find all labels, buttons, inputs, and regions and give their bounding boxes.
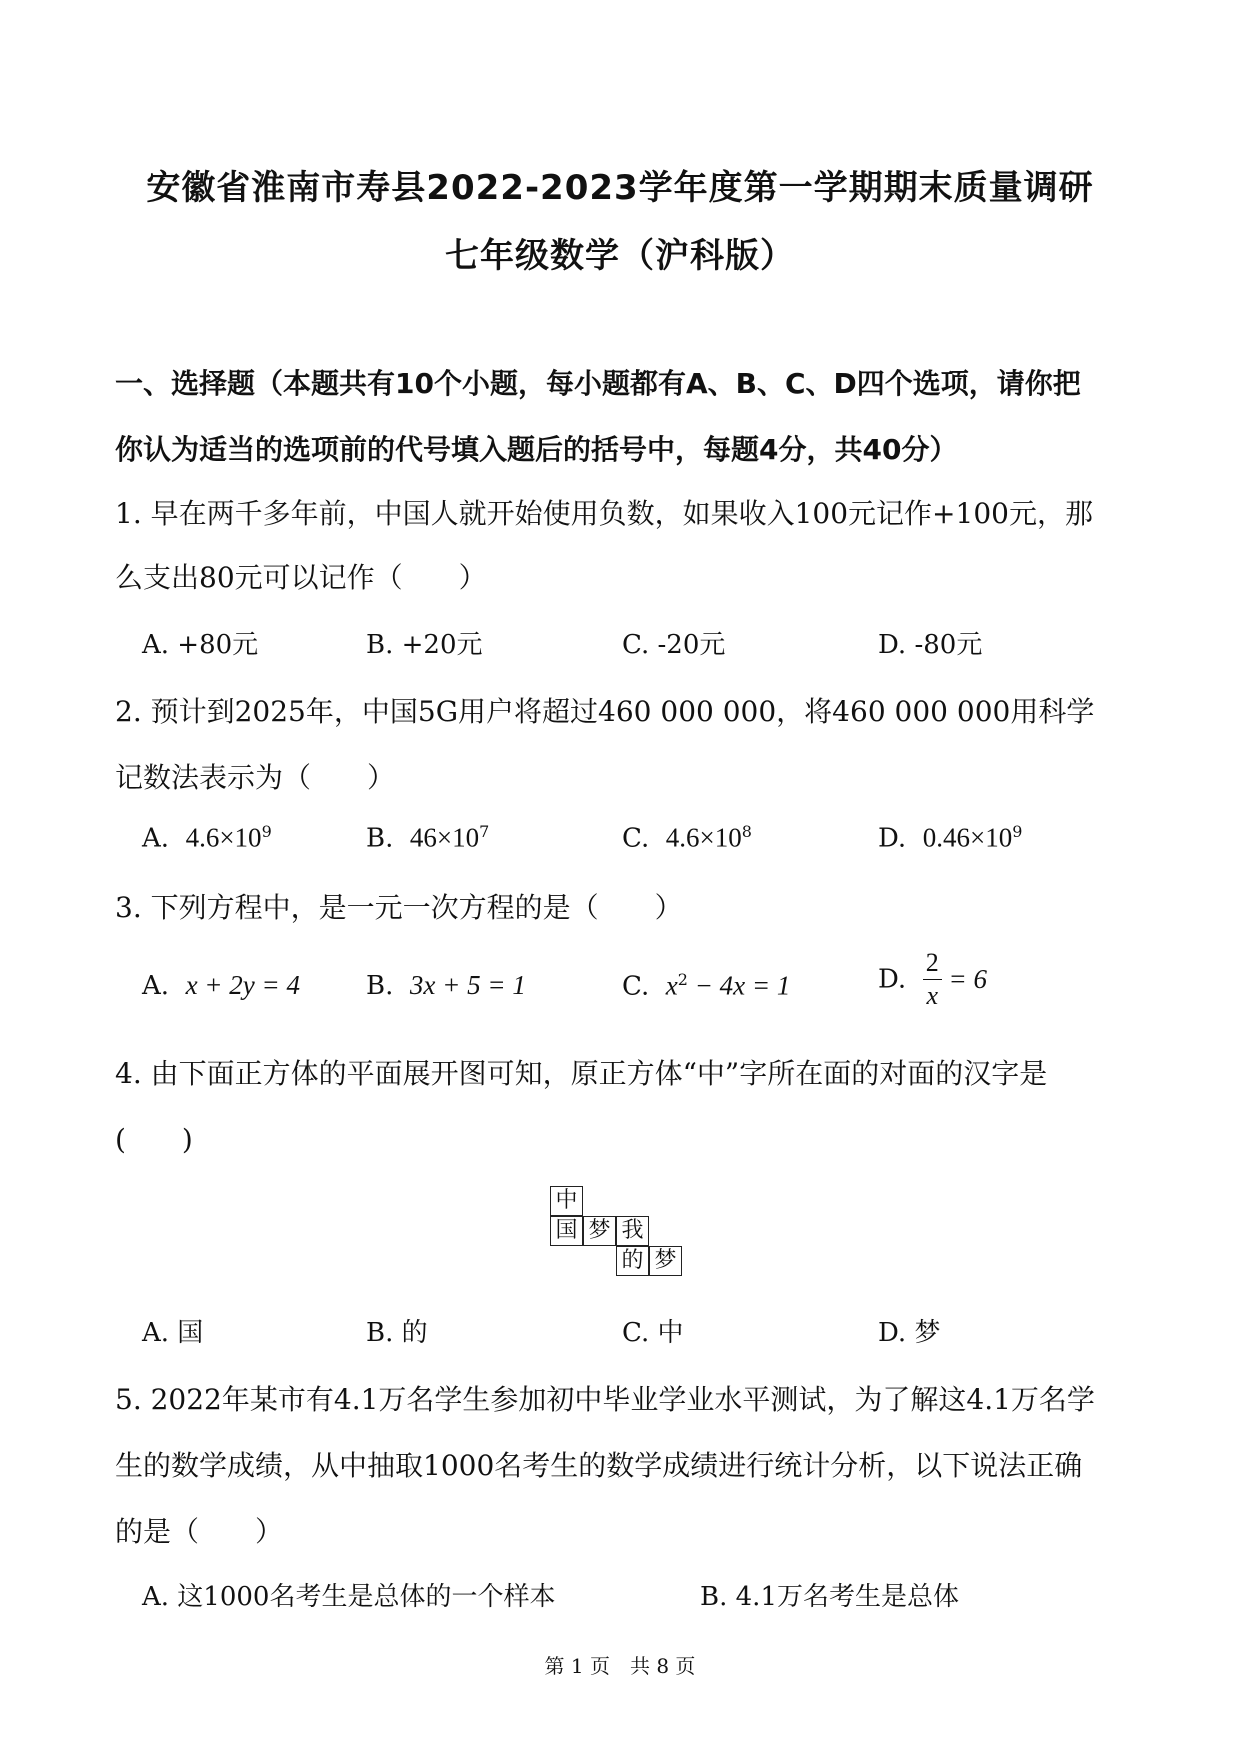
q1-option-b: B. +20元: [366, 630, 483, 660]
net-cell-meng-1: 梦: [583, 1216, 616, 1246]
q1-stem-line2: 么支出80元可以记作（ ）: [115, 561, 487, 594]
net-cell-zhong: 中: [550, 1186, 583, 1216]
q2-option-b-label: B.: [366, 823, 394, 854]
q4-option-b: B. 的: [366, 1318, 428, 1348]
q3-option-b-expr: 3x + 5 = 1: [409, 970, 526, 1000]
q5-stem-line1: 5. 2022年某市有4.1万名学生参加初中毕业学业水平测试，为了解这4.1万名学: [115, 1383, 1095, 1416]
page-title: 安徽省淮南市寿县2022-2023学年度第一学期期末质量调研: [146, 168, 1094, 208]
section-heading-line2: 你认为适当的选项前的代号填入题后的括号中，每题4分，共40分）: [115, 433, 958, 466]
q2-option-a-exp: 9: [261, 822, 272, 841]
q3-option-c-exp: 2: [677, 970, 688, 989]
q4-option-a: A. 国: [142, 1318, 204, 1348]
q1-option-c: C. -20元: [622, 630, 726, 660]
q3-option-d-numerator: 2: [923, 950, 942, 980]
q3-option-a: [142, 970, 300, 1001]
q4-stem-line2: ( ): [115, 1123, 193, 1156]
page-number: 第 1 页 共 8 页: [544, 1654, 696, 1678]
q2-option-b: [366, 822, 489, 854]
q1-stem-line1: 1. 早在两千多年前，中国人就开始使用负数，如果收入100元记作+100元，那: [115, 497, 1093, 530]
page-subtitle: 七年级数学（沪科版）: [445, 236, 795, 276]
q3-option-d-rest: = 6: [941, 964, 987, 994]
q3-option-d-fraction: [923, 950, 942, 1009]
net-cell-guo: 国: [550, 1216, 583, 1246]
q2-option-c-label: C.: [622, 823, 650, 854]
q3-option-d-label: D.: [878, 964, 907, 995]
q3-option-c: [622, 970, 790, 1002]
q3-option-b-label: B.: [366, 971, 394, 1001]
q3-option-a-expr: x + 2y = 4: [185, 970, 300, 1000]
q2-option-b-exp: 7: [479, 822, 490, 841]
q2-option-c-base: 4.6×10: [665, 822, 742, 853]
q3-option-c-label: C.: [622, 971, 650, 1002]
q3-option-d: [878, 950, 987, 1009]
q3-option-c-base: x: [665, 970, 678, 1001]
q2-option-c: [622, 822, 752, 854]
q2-option-a: [142, 822, 272, 854]
q2-option-c-exp: 8: [741, 822, 752, 841]
q4-stem-line1: 4. 由下面正方体的平面展开图可知，原正方体“中”字所在面的对面的汉字是: [115, 1057, 1048, 1090]
q1-option-a: A. +80元: [142, 630, 259, 660]
q3-option-a-label: A.: [142, 971, 170, 1001]
q2-option-b-base: 46×10: [409, 822, 480, 853]
q2-stem-line2: 记数法表示为（ ）: [115, 761, 396, 794]
q5-stem-line3: 的是（ ）: [115, 1515, 284, 1548]
q2-option-d: [878, 822, 1022, 854]
q2-option-d-label: D.: [878, 823, 907, 854]
net-cell-meng-2: 梦: [649, 1246, 682, 1276]
q2-option-a-label: A.: [142, 823, 170, 854]
q3-option-d-denominator: x: [926, 981, 938, 1010]
section-heading-line1: 一、选择题（本题共有10个小题，每小题都有A、B、C、D四个选项，请你把: [115, 367, 1081, 400]
q2-stem-line1: 2. 预计到2025年，中国5G用户将超过460 000 000，将460 000 000用科学: [115, 695, 1095, 728]
cube-net-diagram: [550, 1186, 690, 1282]
q3-stem-line1: 3. 下列方程中，是一元一次方程的是（ ）: [115, 891, 683, 924]
net-cell-wo: 我: [616, 1216, 649, 1246]
q2-option-d-base: 0.46×10: [922, 822, 1013, 853]
q3-option-b: [366, 970, 526, 1001]
q5-stem-line2: 生的数学成绩，从中抽取1000名考生的数学成绩进行统计分析，以下说法正确: [115, 1449, 1083, 1482]
net-cell-de: 的: [616, 1246, 649, 1276]
q3-option-c-rest: − 4x = 1: [687, 970, 791, 1001]
q5-option-a: A. 这1000名考生是总体的一个样本: [142, 1582, 556, 1612]
q4-option-d: D. 梦: [878, 1318, 941, 1348]
q4-option-c: C. 中: [622, 1318, 684, 1348]
q2-option-a-base: 4.6×10: [185, 822, 262, 853]
q2-option-d-exp: 9: [1012, 822, 1023, 841]
q1-option-d: D. -80元: [878, 630, 983, 660]
q5-option-b: B. 4.1万名考生是总体: [700, 1582, 959, 1612]
